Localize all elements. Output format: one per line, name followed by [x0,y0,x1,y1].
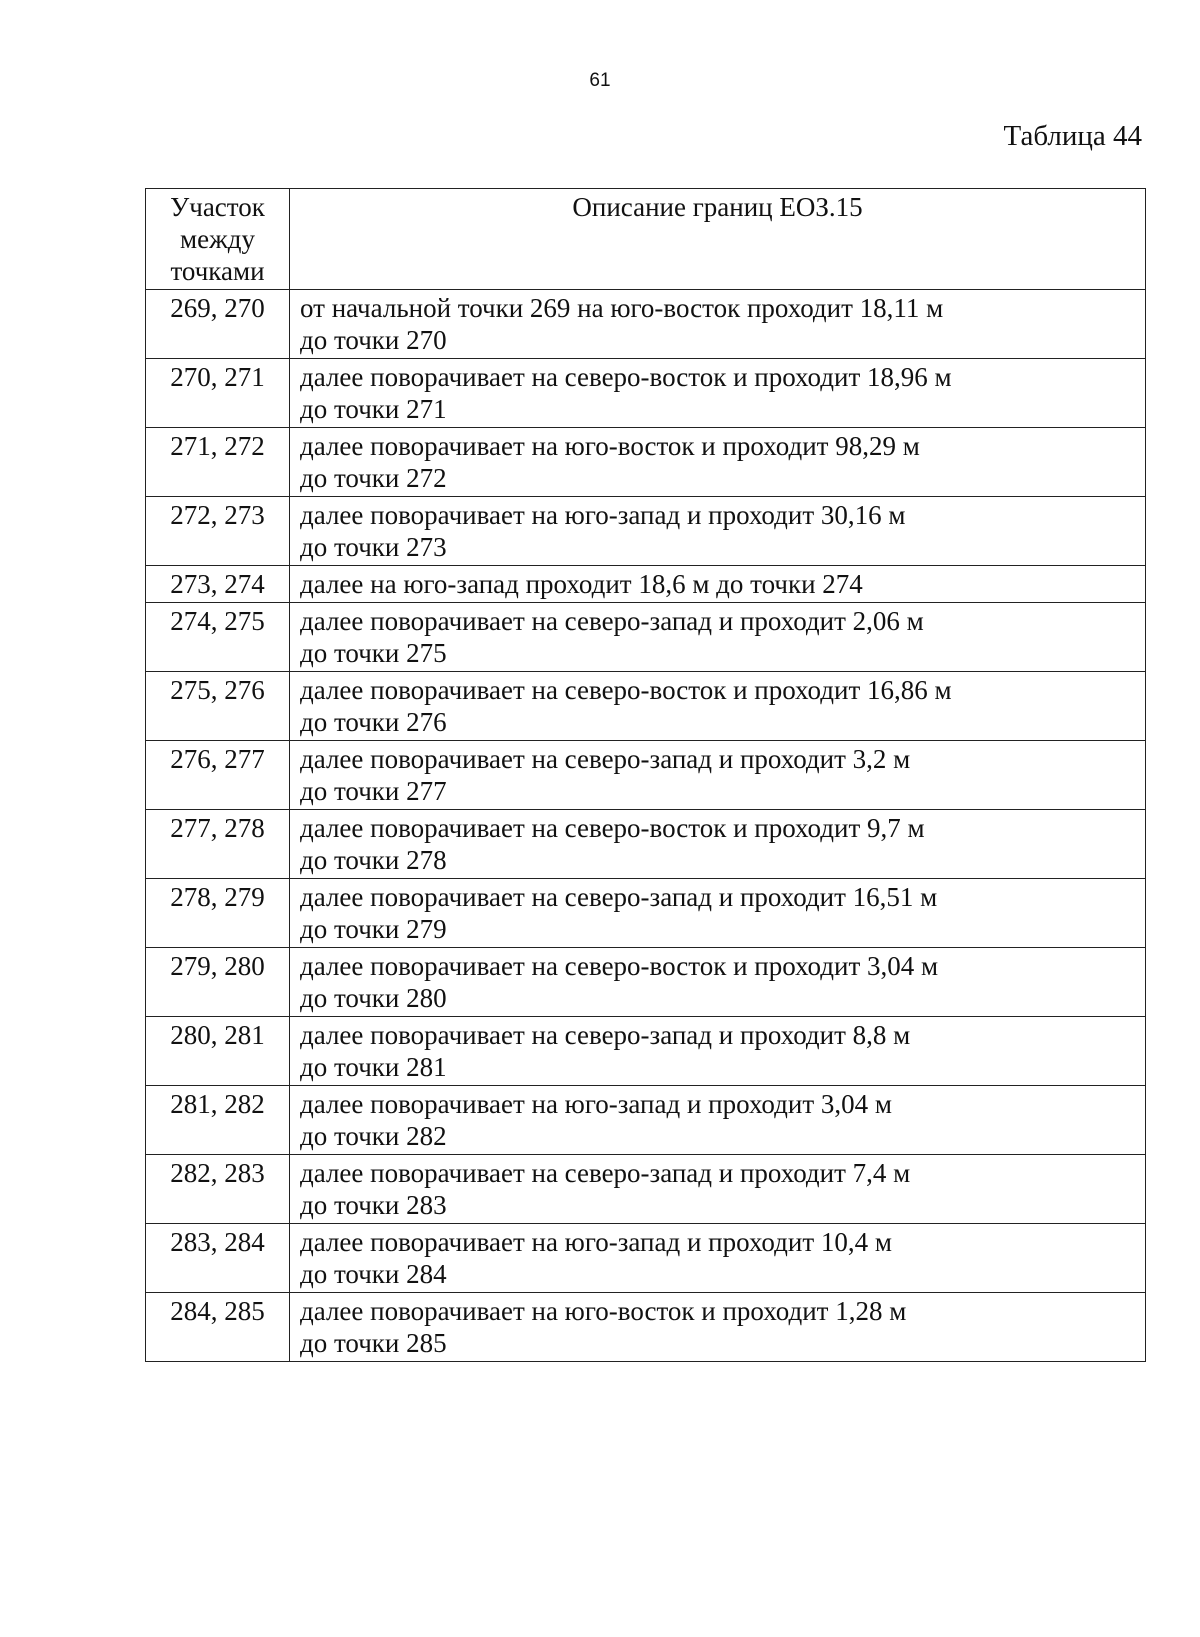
segment-cell: 276, 277 [146,741,290,810]
table-row [146,359,1146,428]
table-row [146,948,1146,1017]
description-line: от начальной точки 269 на юго-восток проходит 18,11 м [300,293,944,323]
description-line: далее поворачивает на юго-запад и проходит 10,4 м [300,1227,892,1257]
boundary-table [145,188,1146,1362]
description-cell [290,1017,1146,1086]
description-line: далее на юго-запад проходит 18,6 м до точки 274 [300,569,863,599]
description-line: до точки 276 [300,707,447,737]
description-line: до точки 270 [300,325,447,355]
description-line: до точки 281 [300,1052,447,1082]
description-line: далее поворачивает на юго-восток и проходит 1,28 м [300,1296,907,1326]
segment-cell: 278, 279 [146,879,290,948]
table-row [146,1086,1146,1155]
segment-cell: 274, 275 [146,603,290,672]
header-description: Описание границ ЕОЗ.15 [290,189,1146,290]
description-line: далее поворачивает на северо-запад и проходит 16,51 м [300,882,938,912]
segment-cell: 280, 281 [146,1017,290,1086]
description-cell [290,879,1146,948]
description-line: далее поворачивает на северо-запад и проходит 8,8 м [300,1020,911,1050]
description-line: до точки 275 [300,638,447,668]
segment-cell: 281, 282 [146,1086,290,1155]
description-line: далее поворачивает на северо-запад и проходит 3,2 м [300,744,911,774]
header-segment-line: между [180,224,255,254]
description-line: до точки 279 [300,914,447,944]
description-cell [290,1155,1146,1224]
header-segment-line: Участок [170,192,265,222]
description-cell [290,810,1146,879]
description-line: далее поворачивает на северо-восток и проходит 9,7 м [300,813,925,843]
table-row [146,672,1146,741]
table-row [146,1017,1146,1086]
description-line: до точки 285 [300,1328,447,1358]
description-line: далее поворачивает на северо-восток и проходит 16,86 м [300,675,952,705]
segment-cell: 284, 285 [146,1293,290,1362]
segment-cell: 279, 280 [146,948,290,1017]
table-row [146,741,1146,810]
description-cell [290,359,1146,428]
table-row [146,810,1146,879]
table-caption: Таблица 44 [1003,120,1142,152]
description-line: далее поворачивает на северо-восток и проходит 18,96 м [300,362,952,392]
description-line: далее поворачивает на северо-запад и проходит 7,4 м [300,1158,911,1188]
table-row [146,290,1146,359]
table-body [146,290,1146,1362]
description-cell [290,497,1146,566]
table-row [146,879,1146,948]
description-line: до точки 272 [300,463,447,493]
description-cell [290,1086,1146,1155]
description-line: до точки 277 [300,776,447,806]
description-line: далее поворачивает на северо-восток и проходит 3,04 м [300,951,939,981]
header-segment-line: точками [170,256,265,286]
table-row [146,1155,1146,1224]
description-cell [290,566,1146,603]
segment-cell: 272, 273 [146,497,290,566]
header-segment [146,189,290,290]
description-cell [290,428,1146,497]
table-row [146,428,1146,497]
description-cell [290,1293,1146,1362]
description-line: до точки 280 [300,983,447,1013]
page-number: 61 [589,70,611,91]
description-line: до точки 271 [300,394,447,424]
segment-cell: 273, 274 [146,566,290,603]
table-row [146,497,1146,566]
description-line: до точки 282 [300,1121,447,1151]
description-line: до точки 273 [300,532,447,562]
description-line: далее поворачивает на юго-восток и проходит 98,29 м [300,431,920,461]
description-line: до точки 283 [300,1190,447,1220]
description-line: до точки 278 [300,845,447,875]
table-row [146,566,1146,603]
table-row [146,1224,1146,1293]
description-line: далее поворачивает на юго-запад и проходит 30,16 м [300,500,906,530]
description-cell [290,1224,1146,1293]
segment-cell: 282, 283 [146,1155,290,1224]
segment-cell: 283, 284 [146,1224,290,1293]
table-header-row [146,189,1146,290]
segment-cell: 270, 271 [146,359,290,428]
description-line: далее поворачивает на северо-запад и проходит 2,06 м [300,606,924,636]
segment-cell: 277, 278 [146,810,290,879]
table-row [146,603,1146,672]
description-cell [290,741,1146,810]
description-cell [290,290,1146,359]
segment-cell: 271, 272 [146,428,290,497]
description-line: далее поворачивает на юго-запад и проходит 3,04 м [300,1089,892,1119]
segment-cell: 275, 276 [146,672,290,741]
description-cell [290,672,1146,741]
description-line: до точки 284 [300,1259,447,1289]
segment-cell: 269, 270 [146,290,290,359]
table-row [146,1293,1146,1362]
description-cell [290,948,1146,1017]
description-cell [290,603,1146,672]
